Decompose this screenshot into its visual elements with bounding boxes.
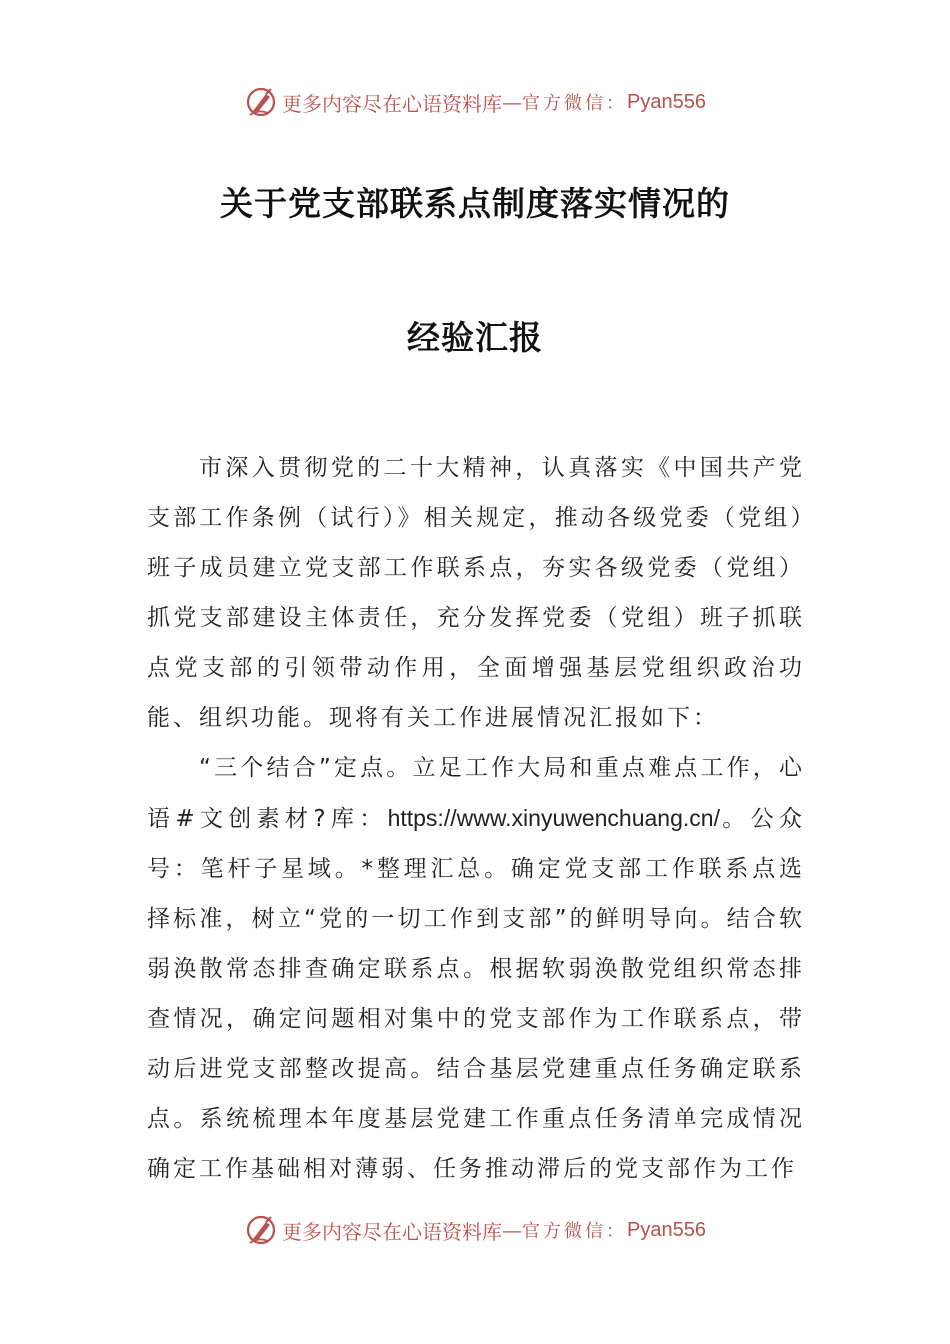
banner-wechat-id: Pyan556	[627, 1218, 706, 1241]
banner-wechat-label: 官方微信：	[522, 93, 628, 114]
banner-brand-text: 更多内容尽在心语资料库	[282, 1219, 503, 1244]
banner-dash: —	[502, 90, 523, 114]
document-body	[147, 443, 805, 1194]
banner-wechat-id: Pyan556	[627, 90, 706, 113]
quill-pen-logo-icon	[244, 1213, 278, 1247]
body-paragraph-1: 市深入贯彻党的二十大精神，认真落实《中国共产党支部工作条例（试行）》相关规定，推动各级党委（党组）班子成员建立党支部工作联系点，夯实各级党委（党组）抓党支部建设主体责任，充分发挥党委（党组）班子抓联点党支部的引领带动作用，全面增强基层党组织政治功能、组织功能。现将有关工作进展情况汇报如下：	[147, 455, 805, 731]
document-title-line-2: 经验汇报	[407, 318, 543, 357]
body-paragraph-2	[147, 743, 805, 1194]
header-watermark-banner	[0, 82, 950, 122]
banner-brand-text: 更多内容尽在心语资料库	[282, 91, 503, 116]
document-title-line-1: 关于党支部联系点制度落实情况的	[220, 184, 730, 223]
body-paragraph-2-rest: 。公众号：笔杆子星域。*整理汇总。确定党支部工作联系点选择标准，树立“党的一切工作到支部”的鲜明导向。结合软弱涣散常态排查确定联系点。根据软弱涣散党组织常态排查情况，确定问题相对集中的党支部作为工作联系点，带动后进党支部整改提高。结合基层党建重点任务确定联系点。系统梳理本年度基层党建工作重点任务清单完成情况确定工作基础相对薄弱、任务推动滞后的党支部作为工作	[147, 806, 805, 1182]
banner-wechat-label: 官方微信：	[522, 1221, 628, 1242]
body-paragraph-2-start: “三个结合”定点。立足工作大局和重点难点工作，心语#文创素材?库：	[147, 755, 805, 832]
footer-watermark-banner	[0, 1210, 950, 1250]
quill-pen-logo-icon	[244, 85, 278, 119]
body-url-text: https://www.xinyuwenchuang.cn/	[387, 805, 720, 831]
banner-dash: —	[502, 1218, 523, 1242]
